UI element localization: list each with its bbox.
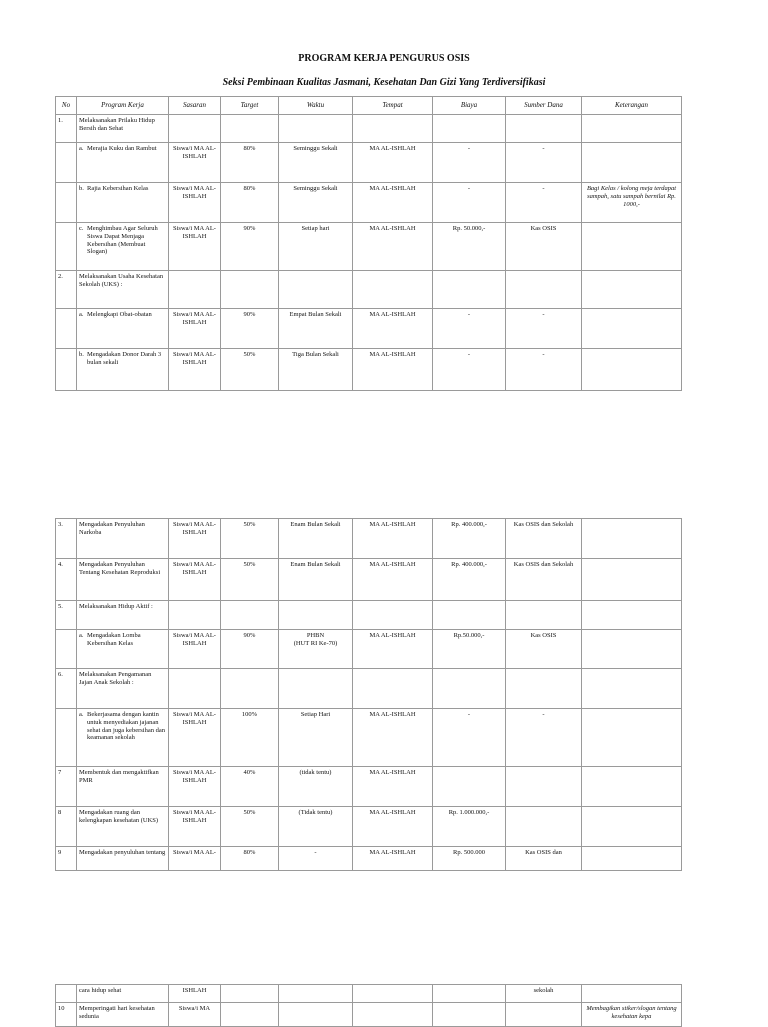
cell-sumber-dana — [506, 669, 582, 709]
cell-sumber-dana: Kas OSIS — [506, 630, 582, 669]
cell-no: 10 — [56, 1003, 77, 1027]
cell-sumber-dana: sekolah — [506, 985, 582, 1003]
cell-sasaran: Siswa/i MA AL-ISHLAH — [169, 143, 221, 183]
table-header-row — [56, 97, 682, 115]
table-row — [56, 143, 682, 183]
cell-no: 3. — [56, 519, 77, 559]
cell-tempat: MA AL-ISHLAH — [353, 223, 433, 271]
cell-program: Membentuk dan mengaktifkan PMR — [77, 767, 169, 807]
cell-biaya — [433, 271, 506, 309]
table-row — [56, 807, 682, 847]
cell-waktu — [279, 271, 353, 309]
cell-keterangan — [582, 985, 682, 1003]
cell-keterangan — [582, 349, 682, 391]
cell-sumber-dana: - — [506, 183, 582, 223]
cell-biaya — [433, 601, 506, 630]
cell-target — [221, 601, 279, 630]
table-row — [56, 1003, 682, 1027]
cell-program: Mengadakan ruang dan kelengkapan kesehatan (UKS) — [77, 807, 169, 847]
cell-sumber-dana: - — [506, 709, 582, 767]
cell-biaya: Rp. 50.000,- — [433, 223, 506, 271]
cell-target: 50% — [221, 807, 279, 847]
sub-item — [79, 351, 166, 367]
cell-sasaran — [169, 271, 221, 309]
sub-item-text: Bekerjasama dengan kantin untuk menyediakan jajanan sehat dan juga kebersihan dan keamanan sekolah — [87, 711, 165, 742]
cell-biaya — [433, 767, 506, 807]
table-body-3 — [56, 985, 682, 1027]
header-no: No — [56, 97, 77, 115]
cell-program: Melaksanakan Usaha Kesehatan Sekolah (UKS) : — [77, 271, 169, 309]
cell-waktu: Enam Bulan Sekali — [279, 519, 353, 559]
cell-tempat: MA AL-ISHLAH — [353, 630, 433, 669]
table-row — [56, 985, 682, 1003]
cell-target: 80% — [221, 183, 279, 223]
sub-item-text: Mengadakan Donor Darah 3 bulan sekali — [87, 351, 162, 366]
header-keterangan: Keterangan — [582, 97, 682, 115]
cell-tempat: MA AL-ISHLAH — [353, 309, 433, 349]
cell-tempat — [353, 271, 433, 309]
cell-target — [221, 985, 279, 1003]
cell-program — [77, 349, 169, 391]
cell-target: 80% — [221, 143, 279, 183]
cell-sasaran: Siswa/i MA AL-ISHLAH — [169, 630, 221, 669]
cell-target: 50% — [221, 349, 279, 391]
cell-waktu: (tidak tentu) — [279, 767, 353, 807]
header-waktu: Waktu — [279, 97, 353, 115]
cell-no — [56, 223, 77, 271]
cell-no — [56, 143, 77, 183]
cell-biaya — [433, 115, 506, 143]
program-table-part-3 — [55, 984, 682, 1027]
cell-sasaran — [169, 669, 221, 709]
cell-program: Melaksanakan Hidup Aktif : — [77, 601, 169, 630]
cell-waktu: PHBN (HUT RI Ke-70) — [279, 630, 353, 669]
cell-waktu — [279, 669, 353, 709]
cell-no — [56, 709, 77, 767]
cell-sumber-dana: - — [506, 349, 582, 391]
sub-item-letter: a. — [79, 145, 84, 152]
cell-keterangan — [582, 807, 682, 847]
cell-no: 7 — [56, 767, 77, 807]
cell-waktu: Seminggu Sekali — [279, 143, 353, 183]
cell-sasaran — [169, 115, 221, 143]
cell-target: 80% — [221, 847, 279, 871]
cell-program — [77, 630, 169, 669]
cell-no: 4. — [56, 559, 77, 601]
table-row — [56, 223, 682, 271]
cell-program — [77, 309, 169, 349]
cell-waktu: Empat Bulan Sekali — [279, 309, 353, 349]
cell-waktu — [279, 985, 353, 1003]
cell-waktu — [279, 601, 353, 630]
cell-no: 1. — [56, 115, 77, 143]
table-row — [56, 709, 682, 767]
cell-keterangan — [582, 847, 682, 871]
cell-tempat: MA AL-ISHLAH — [353, 559, 433, 601]
table-row — [56, 349, 682, 391]
cell-keterangan — [582, 630, 682, 669]
cell-sumber-dana: Kas OSIS dan — [506, 847, 582, 871]
sub-item — [79, 711, 166, 742]
cell-tempat: MA AL-ISHLAH — [353, 767, 433, 807]
cell-program: Mengadakan Penyuluhan Narkoba — [77, 519, 169, 559]
cell-biaya: Rp.50.000,- — [433, 630, 506, 669]
table-row — [56, 847, 682, 871]
header-target: Target — [221, 97, 279, 115]
cell-sasaran: ISHLAH — [169, 985, 221, 1003]
cell-keterangan — [582, 143, 682, 183]
header-program: Program Kerja — [77, 97, 169, 115]
cell-no: 6. — [56, 669, 77, 709]
table-body-2 — [56, 519, 682, 871]
cell-biaya: Rp. 500.000 — [433, 847, 506, 871]
cell-keterangan — [582, 559, 682, 601]
cell-tempat: MA AL-ISHLAH — [353, 847, 433, 871]
header-tempat: Tempat — [353, 97, 433, 115]
cell-no — [56, 183, 77, 223]
cell-sumber-dana — [506, 1003, 582, 1027]
cell-biaya: Rp. 400.000,- — [433, 519, 506, 559]
page-title: PROGRAM KERJA PENGURUS OSIS — [298, 53, 470, 64]
cell-waktu: (Tidak tentu) — [279, 807, 353, 847]
cell-tempat — [353, 115, 433, 143]
header-sumber-dana: Sumber Dana — [506, 97, 582, 115]
cell-sasaran: Siswa/i MA AL-ISHLAH — [169, 709, 221, 767]
cell-waktu: Tiga Bulan Sekali — [279, 349, 353, 391]
cell-biaya — [433, 669, 506, 709]
cell-target: 90% — [221, 309, 279, 349]
sub-item-letter: a. — [79, 711, 84, 718]
cell-keterangan — [582, 601, 682, 630]
table-row — [56, 519, 682, 559]
cell-no: 2. — [56, 271, 77, 309]
cell-program — [77, 143, 169, 183]
cell-program — [77, 183, 169, 223]
table-row — [56, 115, 682, 143]
cell-tempat: MA AL-ISHLAH — [353, 349, 433, 391]
cell-no — [56, 630, 77, 669]
cell-target: 90% — [221, 223, 279, 271]
table-row — [56, 767, 682, 807]
cell-keterangan — [582, 669, 682, 709]
cell-sumber-dana: Kas OSIS — [506, 223, 582, 271]
sub-item-text: Merajia Kuku dan Rambut — [87, 145, 157, 152]
cell-sasaran: Siswa/i MA AL-ISHLAH — [169, 183, 221, 223]
cell-biaya: - — [433, 143, 506, 183]
cell-sasaran: Siswa/i MA AL-ISHLAH — [169, 349, 221, 391]
cell-tempat — [353, 669, 433, 709]
cell-program: Melaksanakan Prilaku Hidup Bersih dan Sehat — [77, 115, 169, 143]
cell-sasaran: Siswa/i MA AL- — [169, 847, 221, 871]
cell-waktu: - — [279, 847, 353, 871]
cell-program: Memperingati hari kesehatan sedunia — [77, 1003, 169, 1027]
table-body-1 — [56, 115, 682, 391]
table-row — [56, 601, 682, 630]
cell-sasaran: Siswa/i MA AL-ISHLAH — [169, 807, 221, 847]
table-row — [56, 559, 682, 601]
cell-waktu — [279, 115, 353, 143]
cell-program: Melaksanakan Pengamanan Jajan Anak Sekolah : — [77, 669, 169, 709]
cell-biaya: Rp. 400.000,- — [433, 559, 506, 601]
cell-tempat: MA AL-ISHLAH — [353, 183, 433, 223]
table-row — [56, 183, 682, 223]
sub-item-letter: c. — [79, 225, 84, 232]
cell-sumber-dana — [506, 807, 582, 847]
cell-sumber-dana — [506, 271, 582, 309]
sub-item-text: Melengkapi Obat-obatan — [87, 311, 152, 318]
cell-no: 8 — [56, 807, 77, 847]
cell-target: 90% — [221, 630, 279, 669]
header-sasaran: Sasaran — [169, 97, 221, 115]
sub-item-letter: a. — [79, 311, 84, 318]
cell-program: Mengadakan Penyuluhan Tentang Kesehatan Reproduksi — [77, 559, 169, 601]
cell-sasaran: Siswa/i MA AL-ISHLAH — [169, 559, 221, 601]
cell-sumber-dana — [506, 767, 582, 807]
cell-biaya — [433, 985, 506, 1003]
header-biaya: Biaya — [433, 97, 506, 115]
cell-target: 50% — [221, 519, 279, 559]
cell-waktu: Setiap hari — [279, 223, 353, 271]
cell-no — [56, 349, 77, 391]
cell-tempat: MA AL-ISHLAH — [353, 143, 433, 183]
sub-item — [79, 311, 166, 319]
cell-tempat — [353, 1003, 433, 1027]
cell-keterangan — [582, 767, 682, 807]
cell-tempat: MA AL-ISHLAH — [353, 709, 433, 767]
cell-program: cara hidup sehat — [77, 985, 169, 1003]
cell-biaya: - — [433, 183, 506, 223]
cell-sasaran: Siswa/i MA AL-ISHLAH — [169, 519, 221, 559]
cell-sumber-dana — [506, 115, 582, 143]
cell-sumber-dana: - — [506, 143, 582, 183]
table-row — [56, 669, 682, 709]
cell-target: 100% — [221, 709, 279, 767]
program-table-part-1 — [55, 96, 682, 391]
table-row — [56, 271, 682, 309]
sub-item — [79, 145, 166, 153]
cell-target — [221, 669, 279, 709]
sub-item-text: Menghimbau Agar Seluruh Siswa Dapat Menjaga Kebersihan (Membuat Slogan) — [87, 225, 158, 256]
cell-keterangan: Bagi Kelas / kolong meja terdapat sampah, satu sampah bernilai Rp. 1000,- — [582, 183, 682, 223]
cell-keterangan — [582, 115, 682, 143]
cell-target — [221, 1003, 279, 1027]
cell-sumber-dana — [506, 601, 582, 630]
program-table-part-2 — [55, 518, 682, 871]
cell-sasaran: Siswa/i MA — [169, 1003, 221, 1027]
cell-sasaran: Siswa/i MA AL-ISHLAH — [169, 767, 221, 807]
cell-target: 50% — [221, 559, 279, 601]
cell-tempat: MA AL-ISHLAH — [353, 519, 433, 559]
cell-biaya: - — [433, 309, 506, 349]
cell-keterangan — [582, 519, 682, 559]
table-row — [56, 309, 682, 349]
cell-target — [221, 115, 279, 143]
cell-tempat: MA AL-ISHLAH — [353, 807, 433, 847]
cell-sasaran: Siswa/i MA AL-ISHLAH — [169, 223, 221, 271]
cell-waktu — [279, 1003, 353, 1027]
cell-no — [56, 985, 77, 1003]
sub-item-letter: a. — [79, 632, 84, 639]
cell-biaya: Rp. 1.000.000,- — [433, 807, 506, 847]
cell-no: 9 — [56, 847, 77, 871]
cell-program: Mengadakan penyuluhan tentang — [77, 847, 169, 871]
sub-item — [79, 225, 166, 256]
cell-target — [221, 271, 279, 309]
cell-waktu: Setiap Hari — [279, 709, 353, 767]
cell-program — [77, 709, 169, 767]
cell-target: 40% — [221, 767, 279, 807]
cell-keterangan — [582, 309, 682, 349]
cell-tempat — [353, 985, 433, 1003]
cell-program — [77, 223, 169, 271]
cell-no — [56, 309, 77, 349]
sub-item — [79, 185, 166, 193]
cell-sumber-dana: Kas OSIS dan Sekolah — [506, 519, 582, 559]
cell-tempat — [353, 601, 433, 630]
sub-item-letter: b. — [79, 185, 84, 192]
cell-biaya: - — [433, 349, 506, 391]
cell-biaya: - — [433, 709, 506, 767]
cell-keterangan — [582, 709, 682, 767]
table-row — [56, 630, 682, 669]
sub-item-text: Mengadakan Lomba Kebersihan Kelas — [87, 632, 141, 647]
cell-waktu: Seminggu Sekali — [279, 183, 353, 223]
page-subtitle: Seksi Pembinaan Kualitas Jasmani, Kesehatan Dan Gizi Yang Terdiversifikasi — [222, 77, 546, 88]
cell-keterangan: Membagikan stiker/slogan tentang kesehatan kepa — [582, 1003, 682, 1027]
cell-keterangan — [582, 223, 682, 271]
cell-sumber-dana: Kas OSIS dan Sekolah — [506, 559, 582, 601]
sub-item-letter: b. — [79, 351, 84, 358]
cell-sasaran: Siswa/i MA AL-ISHLAH — [169, 309, 221, 349]
sub-item — [79, 632, 166, 648]
sub-item-text: Rajia Kebersihan Kelas — [87, 185, 149, 192]
cell-sasaran — [169, 601, 221, 630]
cell-waktu: Enam Bulan Sekali — [279, 559, 353, 601]
cell-no: 5. — [56, 601, 77, 630]
cell-keterangan — [582, 271, 682, 309]
cell-biaya — [433, 1003, 506, 1027]
cell-sumber-dana: - — [506, 309, 582, 349]
